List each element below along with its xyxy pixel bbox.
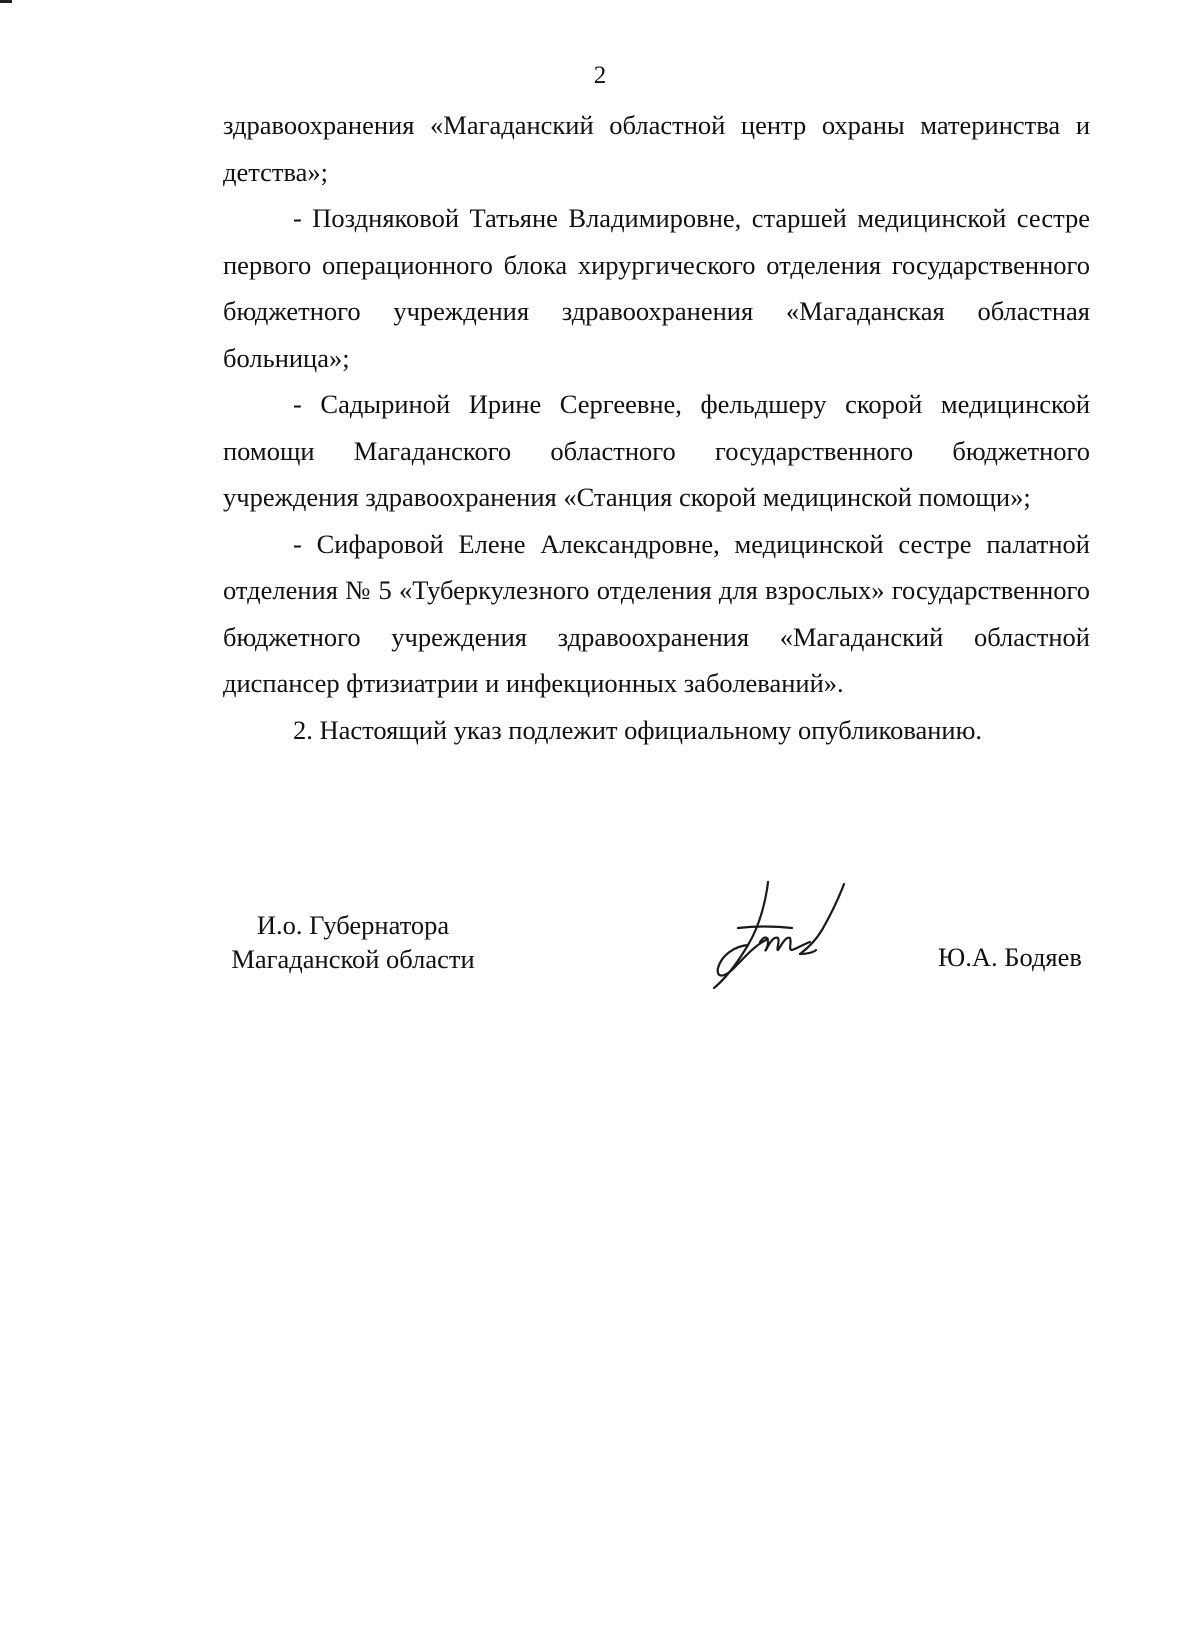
- paragraph-award-sifarova: - Сифаровой Елене Александровне, медицинской сестре палатной отделения № 5 «Туберкулезного отделения для взрослых» государственного бюджетного учреждения здравоохранения «Магаданский областной диспансер фтизиатрии и инфекционных заболеваний».: [223, 528, 1090, 698]
- paragraph-continuation: здравоохранения «Магаданский областной центр охраны материнства и детства»;: [223, 110, 1090, 187]
- paragraph-publication-clause: 2. Настоящий указ подлежит официальному опубликованию.: [293, 714, 983, 745]
- signatory-position-line-1: И.о. Губернатора: [256, 910, 450, 940]
- document-body: [223, 102, 1090, 753]
- signatory-position-line-2: Магаданской области: [231, 944, 475, 974]
- paragraph-award-pozdnyakova: - Поздняковой Татьяне Владимировне, старшей медицинской сестре первого операционного блока хирургического отделения государственного бюджетного учреждения здравоохранения «Магаданская областная больница»;: [223, 203, 1090, 373]
- handwritten-signature-icon: [708, 880, 878, 990]
- page-number: 2: [593, 62, 607, 89]
- scan-corner-mark: [0, 0, 12, 3]
- signer-name: Ю.А. Бодяев: [938, 942, 1082, 972]
- paragraph-award-sadyrina: - Садыриной Ирине Сергеевне, фельдшеру скорой медицинской помощи Магаданского областного государственного бюджетного учреждения здравоохранения «Станция скорой медицинской помощи»;: [223, 389, 1090, 512]
- signatory-position: [223, 908, 483, 976]
